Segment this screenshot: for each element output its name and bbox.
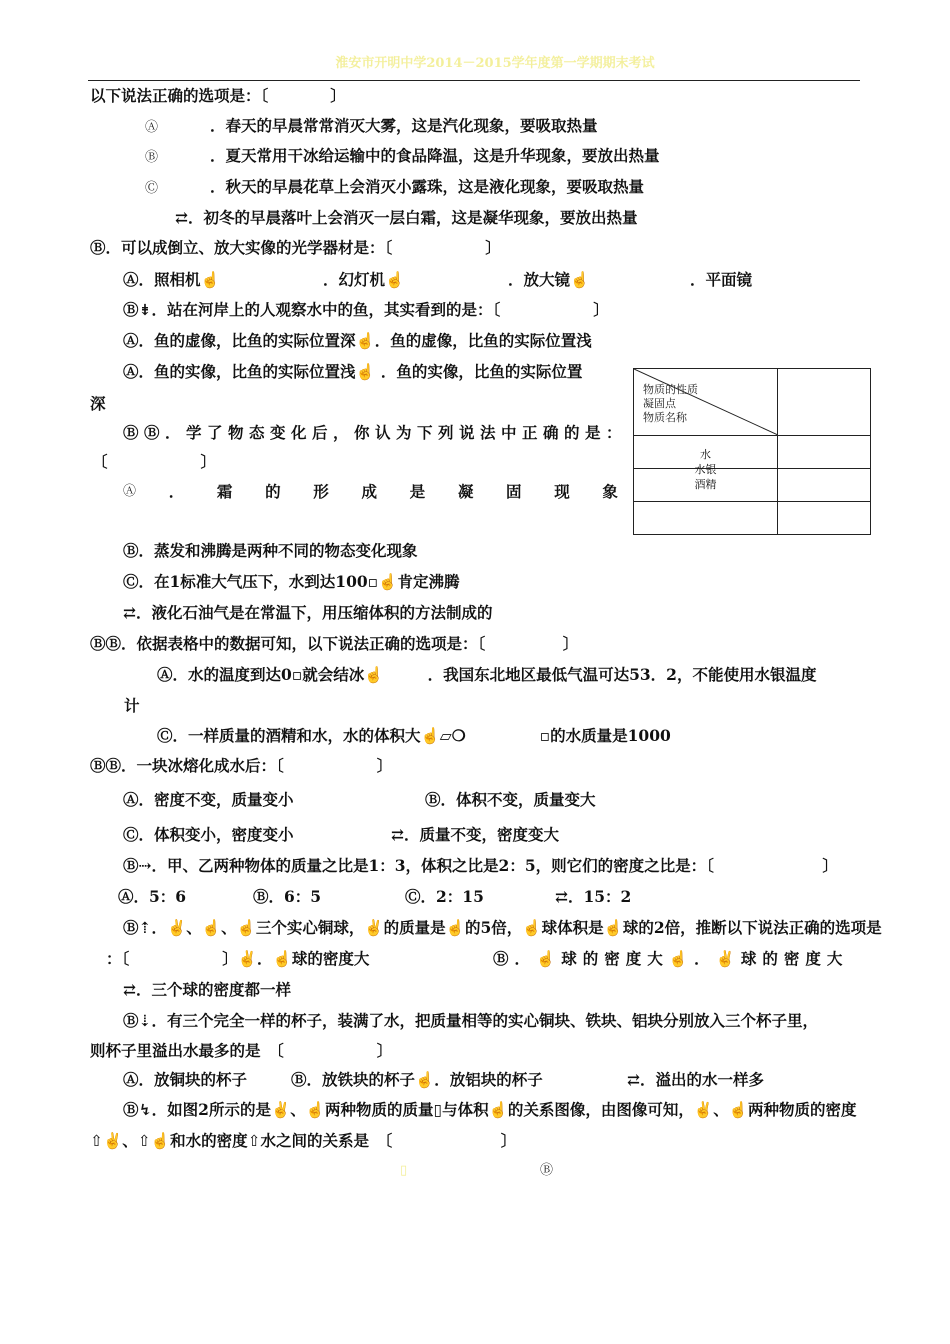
table-options-cd: Ⓒ．一样质量的酒精和水，水的体积大☝▱❍ ▫的水质量是1000 xyxy=(157,726,671,745)
state-option-d: ⇄．液化石油气是在常温下，用压缩体积的方法制成的 xyxy=(123,603,493,622)
table-row-water: 水 xyxy=(700,448,711,461)
option-b: Ⓑ ．夏天常用干冰给运输中的食品降温，这是升华现象，要放出热量 xyxy=(145,146,660,165)
table-options-wrap: 计 xyxy=(124,696,140,715)
question-graph: Ⓑ↯．如图2所示的是✌、☝两种物质的质量▯与体积☝的关系图像，由图像可知，✌、☝两种物质的密度 xyxy=(123,1100,857,1119)
question-ice: ⒷⒷ．一块冰熔化成水后：〔 〕 xyxy=(90,756,393,775)
state-option-a: Ⓐ ． 霜 的 形 成 是 凝 固 现 象 xyxy=(123,482,618,501)
question-table: ⒷⒷ．依据表格中的数据可知，以下说法正确的选项是：〔 〕 xyxy=(90,634,579,653)
header-rule xyxy=(88,80,860,81)
table-row-divider xyxy=(634,501,870,502)
state-change-bracket: 〔 〕 xyxy=(92,452,217,471)
copper-balls-options-cd: Ⓑ．☝球的密度大☝．✌球的密度大 xyxy=(493,949,849,968)
data-table xyxy=(633,368,871,535)
question-optics: Ⓑ．可以成倒立、放大实像的光学器材是：〔 〕 xyxy=(90,238,501,257)
fish-options-wrap: 深 xyxy=(90,394,106,413)
table-header-freezing-point: 凝固点 xyxy=(643,397,676,410)
q-intro: 以下说法正确的选项是：〔 〕 xyxy=(90,86,346,105)
table-substance-list xyxy=(634,447,777,492)
question-fish: Ⓑ⇟．站在河岸上的人观察水中的鱼，其实看到的是：〔 〕 xyxy=(123,300,609,319)
table-row-divider xyxy=(634,435,870,436)
page-header-title: 淮安市开明中学2014－2015学年度第一学期期末考试 xyxy=(335,56,655,71)
option-a: Ⓐ ．春天的早晨常常消灭大雾，这是汽化现象，要吸取热量 xyxy=(145,116,598,135)
copper-balls-option-d: ⇄．三个球的密度都一样 xyxy=(123,980,291,999)
fish-options-ab: Ⓐ．鱼的虚像，比鱼的实际位置深☝．鱼的虚像，比鱼的实际位置浅 xyxy=(123,331,592,350)
table-row-alcohol: 酒精 xyxy=(694,478,717,491)
option-d: ⇄．初冬的早晨落叶上会消灭一层白霜，这是凝华现象，要放出热量 xyxy=(175,208,638,227)
question-copper-balls: Ⓑ⇡．✌、☝、☝三个实心铜球，✌的质量是☝的5倍，☝球体积是☝球的2倍，推断以下说法正确的选项是 xyxy=(123,918,882,937)
copper-balls-options-ab: ：〔 〕✌．☝球的密度大 xyxy=(106,949,370,968)
question-state-change: ⒷⒷ．学了物态变化后，你认为下列说法中正确的是： xyxy=(123,423,628,442)
state-option-b: Ⓑ．蒸发和沸腾是两种不同的物态变化现象 xyxy=(123,541,418,560)
question-graph-cont: ⇧✌、⇧☝和水的密度⇧水之间的关系是 〔 〕 xyxy=(90,1131,517,1150)
question-cups: Ⓑ⇣．有三个完全一样的杯子，装满了水，把质量相等的实心铜块、铁块、铝块分别放入三个杯子里， xyxy=(123,1011,818,1030)
table-row-mercury: 水银 xyxy=(694,463,717,476)
state-option-c: Ⓒ．在1标准大气压下，水到达100▫☝肯定沸腾 xyxy=(123,572,460,591)
question-cups-cont: 则杯子里溢出水最多的是 〔 〕 xyxy=(90,1041,393,1060)
table-header-property: 物质的性质 xyxy=(643,383,698,396)
question-density-ratio: Ⓑ⇢．甲、乙两种物体的质量之比是1：3，体积之比是2：5，则它们的密度之比是：〔 〕 xyxy=(123,856,838,875)
table-options-ab: Ⓐ．水的温度到达0▫就会结冰☝ ．我国东北地区最低气温可达53．2，不能使用水银温度 xyxy=(157,665,817,684)
fish-options-cd: Ⓐ．鱼的实像，比鱼的实际位置浅☝ ．鱼的实像，比鱼的实际位置 xyxy=(123,362,583,381)
table-header-substance: 物质名称 xyxy=(643,411,687,424)
option-c: Ⓒ ．秋天的早晨花草上会消灭小露珠，这是液化现象，要吸取热量 xyxy=(145,177,645,196)
